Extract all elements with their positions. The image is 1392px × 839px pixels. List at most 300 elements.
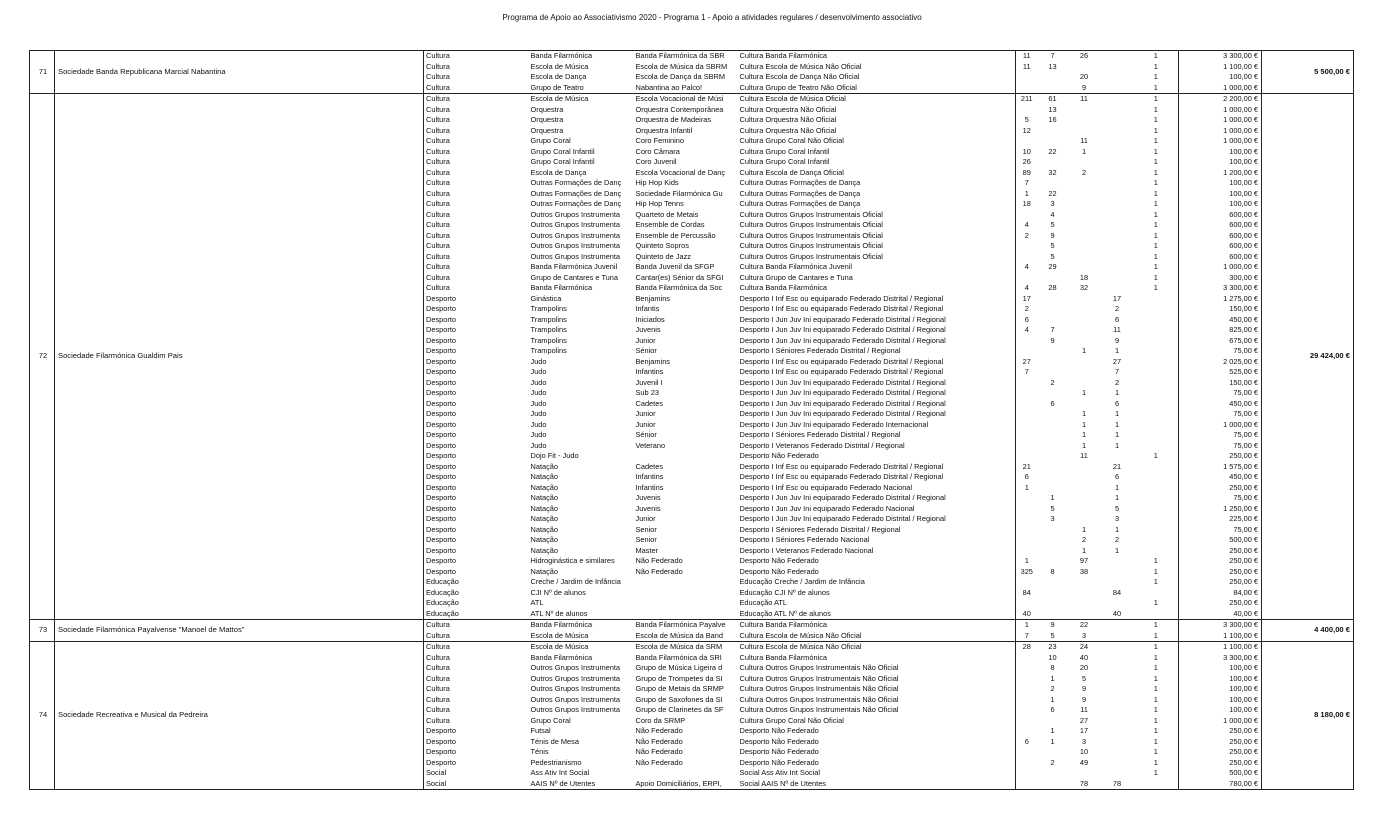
category-cell: Cultura Outros Grupos Instrumentais Oficial — [739, 251, 883, 261]
count-b-cell: 61 — [1038, 94, 1068, 105]
count-a-cell: 6 — [1016, 737, 1038, 748]
count-c-cell — [1068, 105, 1101, 116]
category-cell: Cultura Grupo de Cantares e Tuna — [739, 272, 853, 282]
count-c-cell — [1068, 220, 1101, 231]
amount-cell: 1 000,00 € — [1179, 115, 1262, 126]
amount-cell: 100,00 € — [1179, 189, 1262, 200]
group-name-cell: Grupo de Metais da SRMP — [635, 684, 724, 693]
amount-cell: 100,00 € — [1179, 674, 1262, 685]
athletes-cell — [1101, 747, 1134, 758]
athletes-cell: 1 — [1114, 388, 1120, 397]
units-cell — [1134, 430, 1179, 441]
units-cell — [1134, 325, 1179, 336]
activity-cell: Orquestra — [530, 104, 564, 114]
count-c-cell: 1 — [1081, 545, 1087, 555]
activity-cell: Judo — [530, 377, 547, 387]
count-c-cell: 24 — [1068, 642, 1101, 653]
athletes-cell — [1101, 716, 1134, 727]
athletes-cell — [1101, 220, 1134, 231]
amount-cell: 100,00 € — [1179, 157, 1262, 168]
units-cell — [1134, 462, 1179, 473]
count-b-cell: 22 — [1048, 188, 1057, 198]
units-cell — [1134, 378, 1179, 389]
count-b-cell: 1 — [1050, 736, 1055, 746]
count-c-cell: 1 — [1081, 419, 1087, 429]
group-name-cell: Escola de Música da SBRM — [635, 61, 728, 71]
activity-cell: Escola de Dança — [530, 167, 587, 177]
count-a-cell — [1016, 346, 1038, 357]
count-b-cell: 9 — [1050, 335, 1055, 345]
category-cell: Cultura Outras Formações de Dança — [739, 178, 861, 187]
count-b-cell — [1038, 273, 1068, 284]
units-cell: 1 — [1153, 652, 1158, 662]
athletes-cell: 1 — [1114, 409, 1120, 418]
amount-cell: 2 025,00 € — [1179, 357, 1262, 368]
count-c-cell — [1068, 336, 1101, 347]
units-cell — [1134, 304, 1179, 315]
athletes-cell — [1101, 252, 1134, 263]
count-b-cell: 1 — [1050, 726, 1055, 735]
count-b-cell — [1038, 556, 1068, 567]
area-cell: Desporto — [424, 567, 529, 578]
count-c-cell: 20 — [1079, 72, 1089, 81]
count-c-cell: 20 — [1079, 663, 1089, 672]
category-cell: Desporto I Jun Juv Ini equiparado Federado Distrital / Regional — [739, 409, 946, 418]
area-cell: Desporto — [424, 747, 529, 758]
count-b-cell — [1038, 779, 1068, 790]
activity-cell: Escola de Música — [529, 642, 634, 653]
area-cell: Cultura — [424, 631, 529, 642]
count-a-cell: 1 — [1016, 556, 1038, 567]
count-c-cell — [1068, 210, 1101, 221]
units-cell — [1134, 588, 1179, 599]
activity-cell: Banda Filarmónica — [530, 283, 593, 292]
units-cell — [1134, 546, 1179, 557]
entity-name: Sociedade Filarmónica Payalvense "Manoel de Mattos" — [55, 620, 424, 642]
activity-cell: Natação — [530, 503, 559, 513]
count-c-cell: 3 — [1081, 736, 1087, 746]
athletes-cell — [1101, 653, 1134, 664]
entity-name: Sociedade Filarmónica Gualdim Pais — [55, 94, 424, 620]
group-name-cell: Senior — [635, 524, 657, 534]
activity-cell: Escola de Música — [529, 94, 634, 105]
category-cell: Cultura Outras Formações de Dança — [739, 188, 861, 198]
count-b-cell: 9 — [1038, 620, 1068, 631]
athletes-cell — [1101, 83, 1134, 94]
group-name-cell: Escola Vocacional de Danç — [635, 167, 726, 177]
count-a-cell — [1016, 441, 1038, 452]
category-cell: Desporto Não Federado — [739, 747, 819, 756]
count-a-cell: 27 — [1016, 357, 1038, 368]
athletes-cell: 84 — [1112, 587, 1122, 597]
activity-cell: Outros Grupos Instrumenta — [530, 220, 621, 229]
amount-cell: 450,00 € — [1179, 315, 1262, 326]
amount-cell: 75,00 € — [1179, 430, 1262, 441]
activity-cell: Grupo de Teatro — [529, 83, 634, 94]
athletes-cell: 78 — [1101, 779, 1134, 790]
category-cell: Desporto Não Federado — [739, 451, 819, 460]
category-cell: Cultura Orquestra Não Oficial — [739, 125, 837, 135]
activity-cell: Outras Formações de Danç — [530, 199, 622, 208]
count-c-cell: 1 — [1081, 440, 1087, 450]
count-a-cell: 1 — [1016, 483, 1038, 494]
count-a-cell: 11 — [1016, 51, 1038, 62]
count-c-cell: 11 — [1080, 136, 1088, 145]
units-cell: 1 — [1153, 104, 1158, 114]
activity-cell: Escola de Música — [529, 631, 634, 642]
amount-cell: 600,00 € — [1179, 252, 1262, 263]
category-cell: Desporto I Jun Juv Ini equiparado Federado Distrital / Regional — [739, 325, 946, 334]
area-cell: Cultura — [424, 62, 529, 73]
count-b-cell: 5 — [1050, 251, 1055, 261]
count-b-cell — [1038, 409, 1068, 420]
count-a-cell — [1016, 695, 1038, 706]
area-cell: Desporto — [424, 758, 529, 769]
count-a-cell — [1016, 705, 1038, 716]
category-cell: Desporto I Inf Esc ou equiparado Federado Nacional — [739, 482, 913, 492]
athletes-cell — [1101, 136, 1134, 147]
area-cell: Cultura — [424, 241, 529, 252]
amount-cell: 250,00 € — [1179, 451, 1262, 462]
athletes-cell: 21 — [1112, 461, 1122, 471]
area-cell: Cultura — [424, 283, 529, 294]
activity-cell: Natação — [530, 514, 559, 523]
entity-total: 29 424,00 € — [1262, 94, 1354, 620]
amount-cell: 600,00 € — [1179, 231, 1262, 242]
count-c-cell — [1068, 115, 1101, 126]
count-c-cell: 26 — [1068, 51, 1101, 62]
area-cell: Cultura — [424, 231, 529, 242]
count-b-cell — [1038, 747, 1068, 758]
amount-cell: 100,00 € — [1179, 72, 1262, 83]
units-cell: 1 — [1153, 167, 1158, 177]
count-b-cell: 2 — [1050, 377, 1055, 387]
count-a-cell — [1016, 577, 1038, 588]
group-name-cell: Hip Hop Kids — [635, 178, 679, 187]
count-a-cell — [1016, 598, 1038, 609]
group-name-cell: Ensemble de Cordas — [635, 220, 705, 229]
athletes-cell: 1 — [1114, 430, 1120, 439]
units-cell — [1134, 609, 1179, 620]
group-name-cell — [634, 577, 738, 588]
count-a-cell — [1016, 378, 1038, 389]
athletes-cell — [1101, 283, 1134, 294]
group-name-cell: Hip Hop Tenns — [635, 199, 684, 208]
athletes-cell: 40 — [1101, 609, 1134, 620]
activity-cell: Judo — [530, 440, 547, 450]
count-c-cell — [1068, 126, 1101, 137]
units-cell: 1 — [1153, 61, 1158, 71]
entity-total: 4 400,00 € — [1262, 620, 1354, 642]
group-name-cell: Quinteto Sopros — [635, 241, 689, 250]
area-cell: Desporto — [424, 726, 529, 737]
count-c-cell — [1068, 357, 1101, 368]
count-a-cell: 4 — [1016, 220, 1038, 231]
count-a-cell — [1016, 779, 1038, 790]
count-a-cell: 211 — [1016, 94, 1038, 105]
units-cell — [1134, 357, 1179, 368]
group-name-cell: Infantins — [635, 472, 664, 481]
count-b-cell: 6 — [1050, 705, 1055, 714]
group-name-cell: Junior — [635, 409, 656, 418]
units-cell: 1 — [1153, 736, 1158, 746]
table-row — [30, 642, 1354, 653]
count-a-cell — [1016, 83, 1038, 94]
group-name-cell: Coro Feminino — [635, 136, 684, 145]
amount-cell: 825,00 € — [1179, 325, 1262, 336]
amount-cell: 1 200,00 € — [1179, 168, 1262, 179]
athletes-cell — [1101, 62, 1134, 73]
amount-cell: 1 000,00 € — [1179, 716, 1262, 727]
activity-cell: Ténis — [530, 747, 549, 756]
units-cell: 1 — [1153, 157, 1158, 166]
group-name-cell: Cantar(es) Sénior da SFGI — [635, 272, 724, 282]
count-a-cell — [1016, 136, 1038, 147]
count-c-cell: 3 — [1068, 631, 1101, 642]
activity-cell: Judo — [530, 388, 547, 397]
count-b-cell — [1038, 388, 1068, 399]
area-cell: Cultura — [424, 115, 529, 126]
amount-cell: 75,00 € — [1179, 525, 1262, 536]
count-b-cell: 13 — [1048, 104, 1057, 114]
athletes-cell: 27 — [1112, 356, 1122, 366]
category-cell: Desporto I Inf Esc ou equiparado Federado Distrital / Regional — [739, 472, 944, 481]
activity-cell: Outros Grupos Instrumenta — [530, 673, 621, 683]
count-c-cell — [1068, 598, 1101, 609]
amount-cell: 100,00 € — [1179, 695, 1262, 706]
category-cell: Cultura Orquestra Não Oficial — [739, 115, 837, 124]
activity-cell: Natação — [530, 493, 559, 502]
count-c-cell — [1068, 157, 1101, 168]
area-cell: Cultura — [424, 262, 529, 273]
category-cell: Social AAIS Nº de Utentes — [738, 779, 1016, 790]
activity-cell: Outros Grupos Instrumenta — [530, 241, 621, 250]
amount-cell: 100,00 € — [1179, 684, 1262, 695]
activity-cell: Outros Grupos Instrumenta — [530, 209, 621, 219]
amount-cell: 1 000,00 € — [1179, 126, 1262, 137]
amount-cell: 100,00 € — [1179, 147, 1262, 158]
units-cell — [1134, 336, 1179, 347]
count-c-cell: 11 — [1068, 94, 1101, 105]
count-c-cell: 17 — [1079, 726, 1089, 735]
category-cell: Desporto I Jun Juv Ini equiparado Federado Nacional — [739, 503, 915, 513]
activity-cell: Banda Filarmónica — [529, 51, 634, 62]
amount-cell: 225,00 € — [1179, 514, 1262, 525]
count-c-cell — [1068, 262, 1101, 273]
athletes-cell — [1101, 231, 1134, 242]
group-name-cell: Infantins — [635, 367, 664, 376]
area-cell: Cultura — [424, 210, 529, 221]
units-cell: 1 — [1153, 209, 1158, 219]
athletes-cell — [1101, 642, 1134, 653]
amount-cell: 40,00 € — [1179, 609, 1262, 620]
count-b-cell: 3 — [1050, 514, 1055, 523]
group-name-cell: Junior — [635, 335, 656, 345]
category-cell: Social Ass Ativ Int Social — [739, 768, 821, 777]
count-c-cell — [1068, 577, 1101, 588]
count-a-cell: 10 — [1016, 147, 1038, 158]
athletes-cell — [1101, 598, 1134, 609]
amount-cell: 250,00 € — [1179, 483, 1262, 494]
athletes-cell — [1101, 178, 1134, 189]
units-cell: 1 — [1153, 178, 1158, 187]
category-cell: Cultura Escola de Dança Não Oficial — [739, 72, 860, 81]
amount-cell: 600,00 € — [1179, 241, 1262, 252]
group-name-cell: Infantins — [635, 482, 664, 492]
group-name-cell: Coro Juvenil — [635, 157, 677, 166]
units-cell — [1134, 367, 1179, 378]
amount-cell: 1 100,00 € — [1179, 62, 1262, 73]
athletes-cell: 9 — [1114, 335, 1120, 345]
area-cell: Desporto — [424, 451, 529, 462]
group-name-cell: Apoio Domiciliários, ERPI, — [634, 779, 738, 790]
activity-cell: Creche / Jardim de Infância — [530, 577, 621, 586]
entity-number: 72 — [30, 94, 55, 620]
count-b-cell: 5 — [1038, 631, 1068, 642]
category-cell: Educação ATL — [739, 598, 788, 607]
category-cell: Desporto I Inf Esc ou equiparado Federado Distrital / Regional — [739, 293, 944, 303]
athletes-cell — [1101, 51, 1134, 62]
units-cell — [1134, 472, 1179, 483]
athletes-cell — [1101, 262, 1134, 273]
category-cell: Cultura Escola de Dança Oficial — [739, 167, 844, 177]
amount-cell: 780,00 € — [1179, 779, 1262, 790]
count-c-cell — [1068, 304, 1101, 315]
entity-number: 71 — [30, 51, 55, 94]
area-cell: Cultura — [424, 653, 529, 664]
group-name-cell: Senior — [635, 535, 657, 544]
amount-cell: 75,00 € — [1179, 409, 1262, 420]
area-cell: Desporto — [424, 304, 529, 315]
group-name-cell: Banda Filarmónica da Soc — [635, 283, 723, 292]
units-cell: 1 — [1153, 241, 1158, 250]
count-c-cell: 9 — [1081, 684, 1087, 693]
units-cell — [1134, 315, 1179, 326]
units-cell: 1 — [1153, 283, 1158, 292]
group-name-cell: Escola Vocacional de Músi — [634, 94, 738, 105]
count-c-cell — [1068, 493, 1101, 504]
category-cell: Cultura Outros Grupos Instrumentais Não Oficial — [739, 694, 899, 704]
count-b-cell: 1 — [1050, 694, 1055, 704]
amount-cell: 1 100,00 € — [1179, 631, 1262, 642]
group-name-cell: Escola de Música da SRM — [634, 642, 738, 653]
group-name-cell: Infantis — [635, 304, 660, 313]
activity-cell: Ginástica — [530, 293, 562, 303]
units-cell: 1 — [1153, 251, 1158, 261]
amount-cell: 1 575,00 € — [1179, 462, 1262, 473]
count-c-cell: 38 — [1079, 566, 1089, 576]
athletes-cell — [1101, 451, 1134, 462]
area-cell: Desporto — [424, 483, 529, 494]
count-a-cell: 26 — [1016, 157, 1038, 168]
count-c-cell — [1068, 378, 1101, 389]
count-a-cell: 84 — [1016, 588, 1038, 599]
amount-cell: 75,00 € — [1179, 346, 1262, 357]
units-cell: 1 — [1134, 620, 1179, 631]
category-cell: Desporto I Jun Juv Ini equiparado Federado Distrital / Regional — [739, 335, 946, 345]
category-cell: Cultura Banda Filarmónica — [738, 51, 1016, 62]
area-cell: Cultura — [424, 83, 529, 94]
activity-cell: Outros Grupos Instrumenta — [530, 694, 621, 704]
athletes-cell: 6 — [1114, 472, 1120, 481]
count-a-cell: 17 — [1016, 294, 1038, 305]
units-cell: 1 — [1153, 663, 1158, 672]
count-b-cell — [1038, 346, 1068, 357]
count-b-cell — [1038, 577, 1068, 588]
area-cell: Cultura — [424, 663, 529, 674]
count-a-cell — [1016, 210, 1038, 221]
units-cell: 1 — [1153, 705, 1158, 714]
amount-cell: 500,00 € — [1179, 535, 1262, 546]
category-cell: Cultura Grupo Coral Infantil — [739, 157, 830, 166]
count-c-cell: 22 — [1068, 620, 1101, 631]
count-c-cell — [1068, 768, 1101, 779]
amount-cell: 250,00 € — [1179, 546, 1262, 557]
units-cell: 1 — [1153, 125, 1158, 135]
activity-cell: Escola de Música — [530, 61, 589, 71]
activity-cell: Outros Grupos Instrumenta — [530, 705, 621, 714]
count-c-cell — [1068, 472, 1101, 483]
athletes-cell: 1 — [1114, 524, 1120, 534]
count-c-cell — [1068, 178, 1101, 189]
activity-cell: Trampolins — [530, 346, 567, 355]
count-a-cell: 2 — [1016, 304, 1038, 315]
activity-cell: Natação — [530, 461, 559, 471]
athletes-cell — [1101, 684, 1134, 695]
area-cell: Desporto — [424, 504, 529, 515]
group-name-cell: Banda Filarmónica da SBR — [634, 51, 738, 62]
area-cell: Desporto — [424, 556, 529, 567]
amount-cell: 150,00 € — [1179, 378, 1262, 389]
area-cell: Educação — [424, 598, 529, 609]
amount-cell: 84,00 € — [1179, 588, 1262, 599]
count-c-cell — [1068, 367, 1101, 378]
activity-cell: Trampolins — [530, 335, 567, 345]
athletes-cell — [1101, 663, 1134, 674]
count-c-cell — [1068, 241, 1101, 252]
units-cell: 1 — [1134, 631, 1179, 642]
amount-cell: 500,00 € — [1179, 768, 1262, 779]
amount-cell: 100,00 € — [1179, 178, 1262, 189]
category-cell: Desporto Não Federado — [739, 556, 819, 565]
activity-cell: Banda Filarmónica Juvenil — [530, 262, 618, 271]
activity-cell: Judo — [530, 367, 547, 376]
count-b-cell — [1038, 588, 1068, 599]
count-b-cell: 16 — [1048, 115, 1057, 124]
count-c-cell — [1068, 514, 1101, 525]
group-name-cell — [634, 598, 738, 609]
athletes-cell: 1 — [1114, 482, 1120, 492]
count-a-cell: 40 — [1016, 609, 1038, 620]
category-cell: Cultura Banda Filarmónica — [739, 652, 827, 662]
units-cell: 1 — [1153, 757, 1158, 767]
count-a-cell — [1016, 546, 1038, 557]
athletes-cell — [1101, 273, 1134, 284]
count-a-cell — [1016, 105, 1038, 116]
area-cell: Cultura — [424, 94, 529, 105]
athletes-cell: 6 — [1114, 314, 1120, 324]
category-cell: Desporto I Jun Juv Ini equiparado Federado Distrital / Regional — [739, 388, 946, 397]
area-cell: Cultura — [424, 674, 529, 685]
category-cell: Cultura Outros Grupos Instrumentais Não Oficial — [739, 663, 899, 672]
athletes-cell — [1101, 115, 1134, 126]
amount-cell: 600,00 € — [1179, 210, 1262, 221]
count-c-cell: 1 — [1081, 524, 1087, 534]
amount-cell: 75,00 € — [1179, 388, 1262, 399]
count-a-cell: 12 — [1016, 126, 1038, 137]
activity-cell: Banda Filarmónica — [529, 620, 634, 631]
count-b-cell — [1038, 451, 1068, 462]
